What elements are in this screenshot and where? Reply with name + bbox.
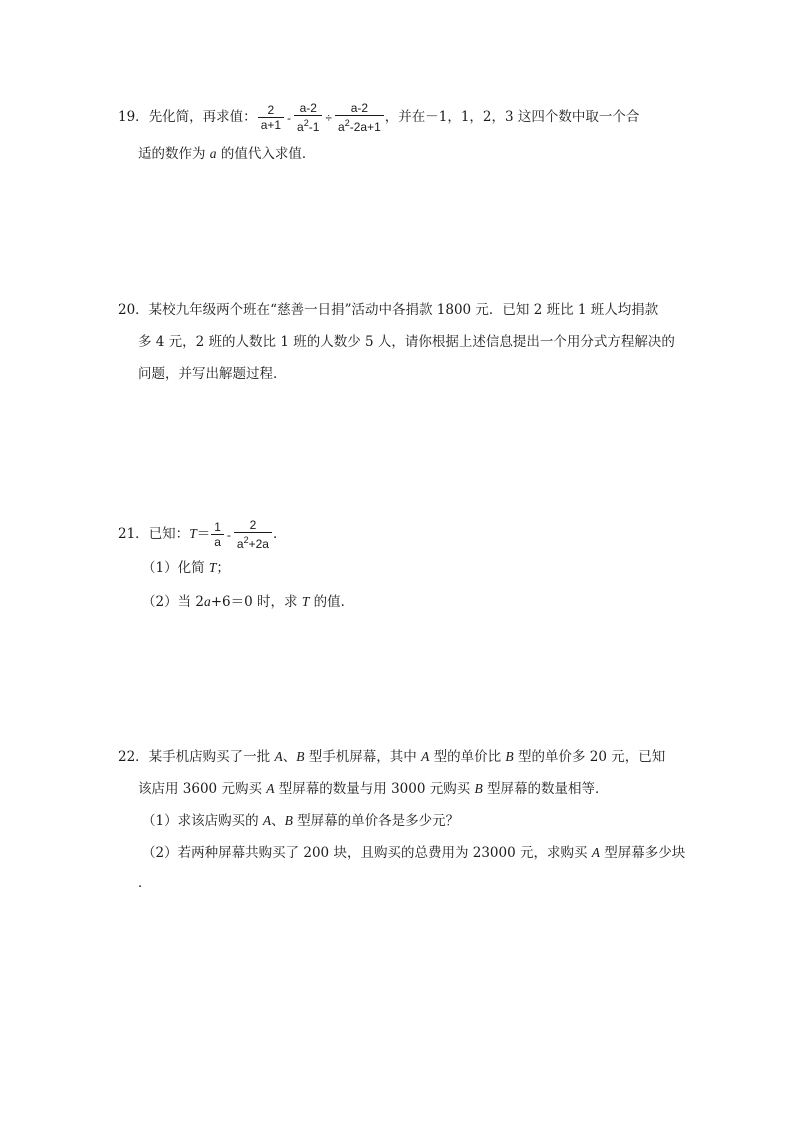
q19-f3-den-base: a (338, 120, 345, 134)
q22-part1 (142, 811, 459, 831)
q22-part1-text-a: （1）求该店购买的 (142, 813, 263, 829)
q19-tail: ，并在－1，1，2，3 这四个数中取一个合 (384, 109, 640, 125)
q22-line1-text-d: 型的单价比 (429, 749, 506, 765)
q19-f1-denominator: a+1 (258, 117, 284, 132)
q21-f2-numerator: 2 (249, 518, 257, 532)
q21-part2 (142, 592, 354, 612)
q22-line1-text-b: 、 (282, 749, 297, 765)
q22-type-B-1: B (296, 749, 305, 764)
q22-line2-text-a: 该店用 3600 元购买 (138, 781, 267, 797)
q21-variable-T: T (189, 526, 197, 541)
q21-part1-text-b: ； (216, 560, 230, 576)
q19-variable-a: a (209, 146, 217, 161)
q19-f3-den-rest: -2a+1 (349, 120, 381, 134)
q22-line1 (118, 747, 665, 767)
q19-line2-text-a: 适的数作为 (138, 146, 210, 162)
q19-lead: 先化简，再求值： (148, 109, 257, 125)
q22-part1-type-B: B (284, 813, 293, 828)
q21-f2-den-exponent: 2 (243, 535, 249, 545)
q20-line1: 20．某校九年级两个班在“慈善一日捐”活动中各捐款 1800 元．已知 2 班比 1 班人均捐款 (118, 302, 659, 318)
q22-line1-text-a: 22．某手机店购买了一批 (118, 749, 275, 765)
q21-part1-variable-T: T (208, 560, 217, 575)
q22-type-B-3: B (474, 781, 483, 796)
q22-part1-text-b: 、 (271, 813, 285, 829)
q21-part2-text-c: 的值． (309, 594, 355, 610)
q19-f2-numerator: a-2 (299, 101, 317, 115)
q21-fraction-2 (234, 518, 272, 551)
q21-part1-text-a: （1）化简 (142, 560, 209, 576)
q21-line1 (118, 518, 286, 551)
q21-minus: - (226, 527, 231, 542)
q19-fraction-1 (258, 103, 284, 132)
q19-line2-text-b: 的值代入求值． (216, 146, 316, 162)
q19-f3-numerator: a-2 (350, 101, 369, 115)
q22-trailing-period: ． (138, 875, 152, 891)
q21-f1-denominator: a (211, 534, 224, 549)
q22-part2 (142, 843, 685, 863)
q21-part2-variable-T: T (301, 594, 310, 609)
q22-part1-text-c: 型屏幕的单价各是多少元？ (292, 813, 460, 829)
q21-part2-variable-a: a (203, 594, 211, 609)
q19-f2-den-rest: -1 (308, 120, 320, 134)
q21-f1-numerator: 1 (214, 520, 221, 534)
q22-type-B-2: B (505, 749, 514, 764)
q20-line2: 多 4 元，2 班的人数比 1 班的人数少 5 人，请你根据上述信息提出一个用分式方程解决的 (138, 334, 675, 350)
q21-fraction-1 (211, 520, 224, 549)
q22-part2-type-A: A (591, 845, 601, 860)
q19-f2-den-exponent: 2 (303, 118, 309, 128)
q21-equals: ＝ (196, 526, 211, 542)
q21-lead: 已知： (148, 526, 190, 542)
q22-part2-text-b: 型屏幕多少块 (600, 845, 686, 861)
q22-type-A-3: A (266, 781, 275, 796)
q21-f2-den-rest: +2a (248, 537, 269, 551)
q20-line3: 问题，并写出解题过程． (138, 366, 287, 382)
q22-part1-type-A: A (262, 813, 272, 828)
q21-number: 21． (118, 526, 149, 542)
q21-part2-text-a: （2）当 2 (142, 594, 204, 610)
q21-f2-denominator (234, 532, 272, 551)
q22-line2-text-b: 型屏幕的数量与用 3000 元购买 (274, 781, 475, 797)
q22-type-A-2: A (421, 749, 430, 764)
q22-part2-text-a: （2）若两种屏幕共购买了 200 块，且购买的总费用为 23000 元，求购买 (142, 845, 592, 861)
q19-line2 (138, 144, 315, 164)
q19-fraction-2 (294, 101, 322, 134)
q19-minus: - (287, 110, 292, 125)
q22-line1-text-e: 型的单价多 20 元，已知 (513, 749, 666, 765)
q19-f2-denominator (294, 115, 322, 134)
q22-type-A-1: A (274, 749, 283, 764)
q19-f1-numerator: 2 (267, 103, 275, 117)
q19-number: 19． (118, 109, 149, 125)
q21-f2-den-base: a (236, 537, 244, 551)
q21-period: ． (272, 526, 287, 542)
q19-fraction-3 (335, 101, 384, 134)
q19-f3-denominator (335, 115, 384, 134)
q22-line2 (138, 779, 609, 799)
q19-f2-den-base: a (297, 120, 304, 134)
q22-line2-text-c: 型屏幕的数量相等． (482, 781, 609, 797)
q21-part2-text-b: +6＝0 时，求 (210, 594, 302, 610)
q19-line1 (118, 101, 639, 134)
q22-line1-text-c: 型手机屏幕，其中 (304, 749, 422, 765)
q19-f3-den-exponent: 2 (344, 118, 350, 128)
q21-part1 (142, 558, 230, 578)
q19-divide: ÷ (325, 110, 333, 125)
